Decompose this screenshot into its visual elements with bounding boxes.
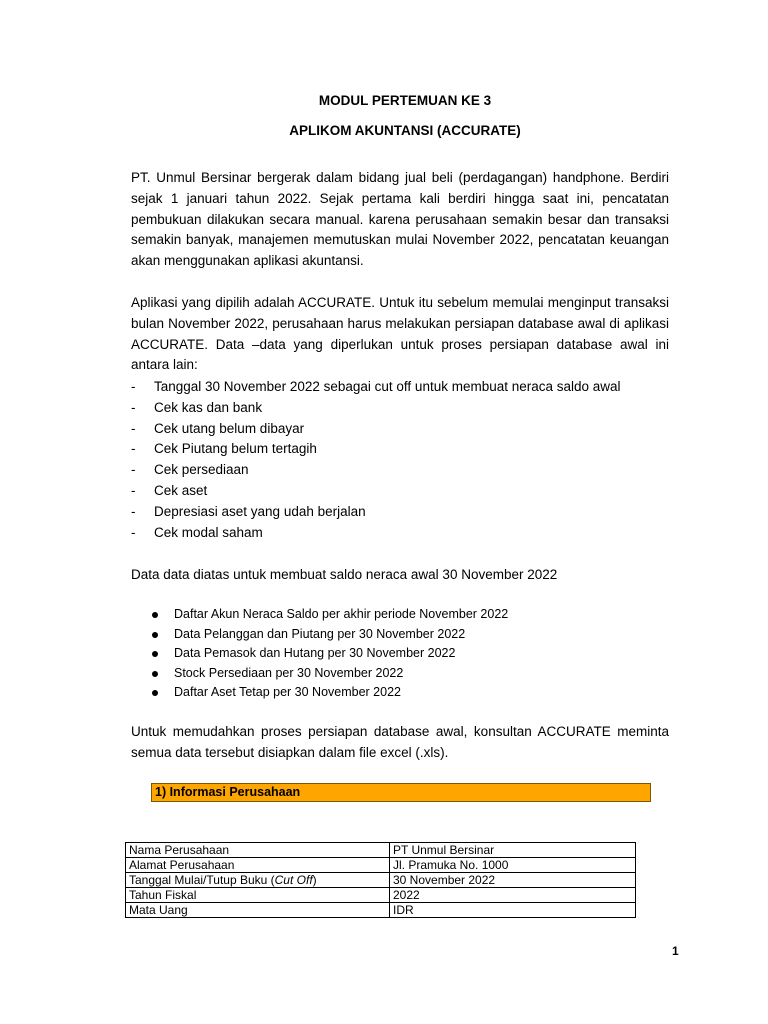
- list-item: Daftar Aset Tetap per 30 November 2022: [152, 683, 672, 703]
- page-number: 1: [672, 944, 679, 958]
- closing-paragraph: Untuk memudahkan proses persiapan database awal, konsultan ACCURATE meminta semua data tersebut disiapkan dalam file excel (.xls).: [131, 724, 669, 760]
- cut-off-term: Cut Off: [274, 873, 313, 887]
- table-cell-label: Tahun Fiskal: [126, 888, 390, 903]
- table-cell-value: Jl. Pramuka No. 1000: [390, 858, 636, 873]
- list-item: Data Pelanggan dan Piutang per 30 November 2022: [152, 625, 672, 645]
- table-cell-value: IDR: [390, 903, 636, 918]
- table-cell-label: Nama Perusahaan: [126, 843, 390, 858]
- table-cell-label: Tanggal Mulai/Tutup Buku (Cut Off): [126, 873, 390, 888]
- list-item: - Cek Piutang belum tertagih: [131, 441, 317, 457]
- table-row: [126, 843, 636, 858]
- table-cell-value: 2022: [390, 888, 636, 903]
- table-cell-label: Mata Uang: [126, 903, 390, 918]
- module-title: MODUL PERTEMUAN KE 3: [318, 93, 492, 108]
- bullet-icon: [152, 632, 158, 638]
- list-item: - Cek utang belum dibayar: [131, 420, 305, 436]
- list-item: - Depresiasi aset yang udah berjalan: [131, 503, 366, 519]
- table-row: [126, 873, 636, 888]
- list-item: - Tanggal 30 November 2022 sebagai cut off untuk membuat neraca saldo awal: [131, 379, 621, 394]
- bullet-icon: [152, 612, 158, 618]
- list-item: - Cek persediaan: [131, 462, 249, 478]
- bullet-icon: [152, 651, 158, 657]
- company-info-table: [125, 842, 636, 918]
- table-cell-label: Alamat Perusahaan: [126, 858, 390, 873]
- table-cell-value: 30 November 2022: [390, 873, 636, 888]
- bullet-icon: [152, 690, 158, 696]
- bullet-icon: [152, 671, 158, 677]
- module-subtitle: APLIKOM AKUNTANSI (ACCURATE): [289, 123, 521, 138]
- table-row: [126, 888, 636, 903]
- application-paragraph: Aplikasi yang dipilih adalah ACCURATE. Untuk itu sebelum memulai menginput transaksi bulan November 2022, perusahaan harus melakukan persiapan database awal di aplikasi ACCURATE. Data –data yang diperlukan untuk proses persiapan database awal ini antara lain:: [131, 295, 669, 373]
- list-item: Daftar Akun Neraca Saldo per akhir periode November 2022: [152, 605, 672, 625]
- table-row: [126, 903, 636, 918]
- list-item: - Cek aset: [131, 482, 208, 498]
- table-cell-value: PT Unmul Bersinar: [390, 843, 636, 858]
- table-row: [126, 858, 636, 873]
- list-item: Stock Persediaan per 30 November 2022: [152, 664, 672, 684]
- list-item: - Cek modal saham: [131, 524, 263, 540]
- required-data-list: [131, 377, 671, 543]
- summary-line: Data data diatas untuk membuat saldo neraca awal 30 November 2022: [131, 567, 558, 582]
- section-heading-company-info: 1) Informasi Perusahaan: [151, 783, 651, 802]
- list-item: - Cek kas dan bank: [131, 399, 263, 415]
- list-item: Data Pemasok dan Hutang per 30 November 2022: [152, 644, 672, 664]
- documents-list: [152, 605, 672, 703]
- intro-paragraph: PT. Unmul Bersinar bergerak dalam bidang jual beli (perdagangan) handphone. Berdiri sejak 1 januari tahun 2022. Sejak pertama kali berdiri hingga saat ini, pencatatan pembukuan dilakukan secara manual. karena perusahaan semakin besar dan transaksi semakin banyak, manajemen memutuskan mulai November 2022, pencatatan keuangan akan menggunakan aplikasi akuntansi.: [131, 170, 669, 269]
